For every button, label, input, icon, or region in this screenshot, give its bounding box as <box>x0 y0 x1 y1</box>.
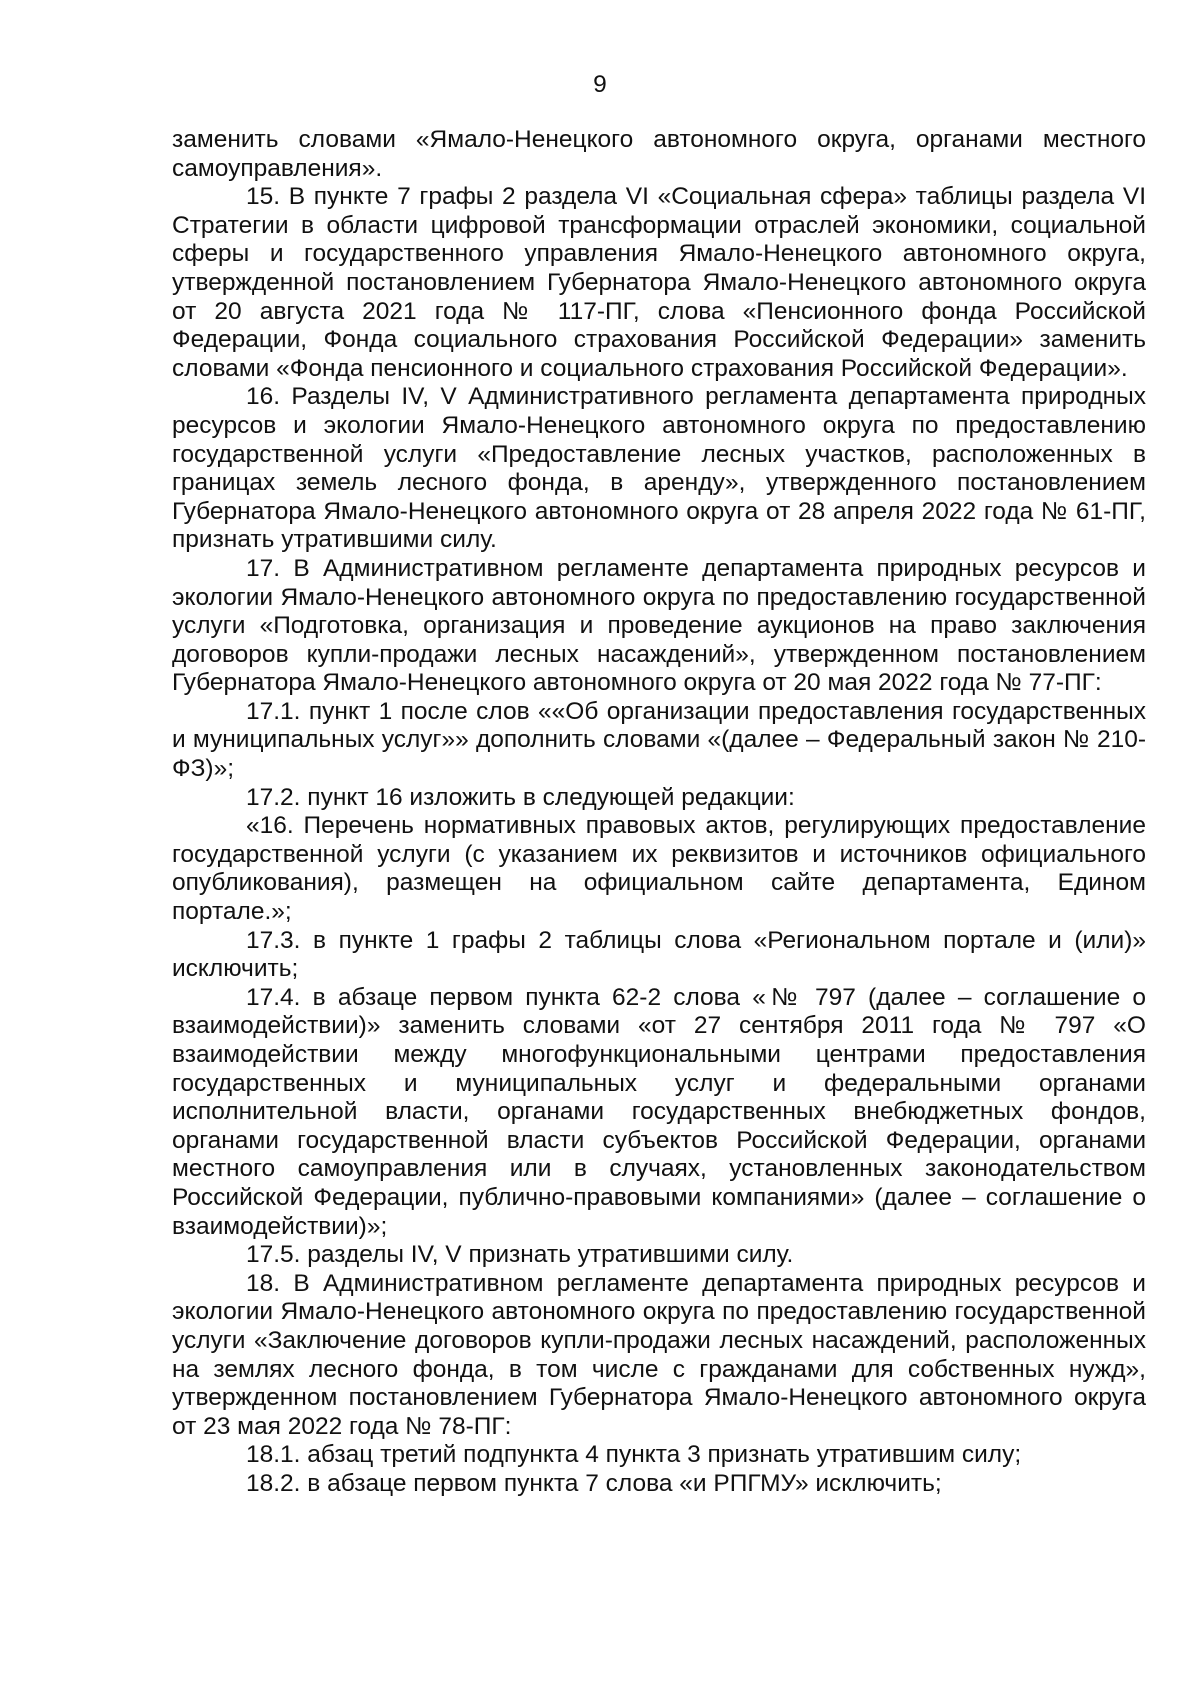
paragraph-item-17-2: 17.2. пункт 16 изложить в следующей редакции: <box>246 783 795 811</box>
paragraph-quoted-16: «16. Перечень нормативных правовых актов, регулирующих предоставление государственной услуги (с указанием их реквизитов и источников официального опубликования), размещен на официальном сайте департамента, Едином портале.»; <box>172 812 1146 926</box>
page-number: 9 <box>593 71 607 98</box>
paragraph-item-17: 17. В Административном регламенте департамента природных ресурсов и экологии Ямало-Ненецкого автономного округа по предоставлению государственной услуги «Подготовка, организация и проведение аукционов на право заключения договоров купли-продажи лесных насаждений», утвержденном постановлением Губернатора Ямало-Ненецкого автономного округа от 20 мая 2022 года № 77-ПГ: <box>172 554 1146 697</box>
paragraph-item-17-5: 17.5. разделы IV, V признать утратившими силу. <box>246 1241 794 1269</box>
paragraph-item-18-2: 18.2. в абзаце первом пункта 7 слова «и РПГМУ» исключить; <box>246 1469 942 1497</box>
paragraph-item-17-3: 17.3. в пункте 1 графы 2 таблицы слова «Региональном портале и (или)» исключить; <box>172 926 1146 983</box>
paragraph-item-15: 15. В пункте 7 графы 2 раздела VI «Социальная сфера» таблицы раздела VI Стратегии в области цифровой трансформации отраслей экономики, социальной сферы и государственного управления Ямало-Ненецкого автономного округа, утвержденной постановлением Губернатора Ямало-Ненецкого автономного округа от 20 августа 2021 года № 117-ПГ, слова «Пенсионного фонда Российской Федерации, Фонда социального страхования Российской Федерации» заменить словами «Фонда пенсионного и социального страхования Российской Федерации». <box>172 183 1146 382</box>
paragraph-item-16: 16. Разделы IV, V Административного регламента департамента природных ресурсов и экологии Ямало-Ненецкого автономного округа по предоставлению государственной услуги «Предоставление лесных участков, расположенных в границах земель лесного фонда, в аренду», утвержденного постановлением Губернатора Ямало-Ненецкого автономного округа от 28 апреля 2022 года № 61-ПГ, признать утратившими силу. <box>172 383 1146 554</box>
paragraph-continuation: заменить словами «Ямало-Ненецкого автономного округа, органами местного самоуправления». <box>172 126 1146 182</box>
paragraph-item-18: 18. В Административном регламенте департамента природных ресурсов и экологии Ямало-Ненецкого автономного округа по предоставлению государственной услуги «Заключение договоров купли-продажи лесных насаждений, расположенных на землях лесного фонда, в том числе с гражданами для собственных нужд», утвержденном постановлением Губернатора Ямало-Ненецкого автономного округа от 23 мая 2022 года № 78-ПГ: <box>172 1269 1146 1440</box>
paragraph-item-17-4: 17.4. в абзаце первом пункта 62-2 слова «№ 797 (далее – соглашение о взаимодействии)» заменить словами «от 27 сентября 2011 года № 797 «О взаимодействии между многофункциональными центрами предоставления государственных и муниципальных услуг и федеральными органами исполнительной власти, органами государственных внебюджетных фондов, органами государственной власти субъектов Российской Федерации, органами местного самоуправления или в случаях, установленных законодательством Российской Федерации, публично-правовыми компаниями» (далее – соглашение о взаимодействии)»; <box>172 983 1146 1240</box>
paragraph-item-17-1: 17.1. пункт 1 после слов ««Об организации предоставления государственных и муниципальных услуг»» дополнить словами «(далее – Федеральный закон № 210-ФЗ)»; <box>172 697 1146 783</box>
paragraph-item-18-1: 18.1. абзац третий подпункта 4 пункта 3 признать утратившим силу; <box>246 1441 1022 1469</box>
document-body <box>172 126 1146 1499</box>
